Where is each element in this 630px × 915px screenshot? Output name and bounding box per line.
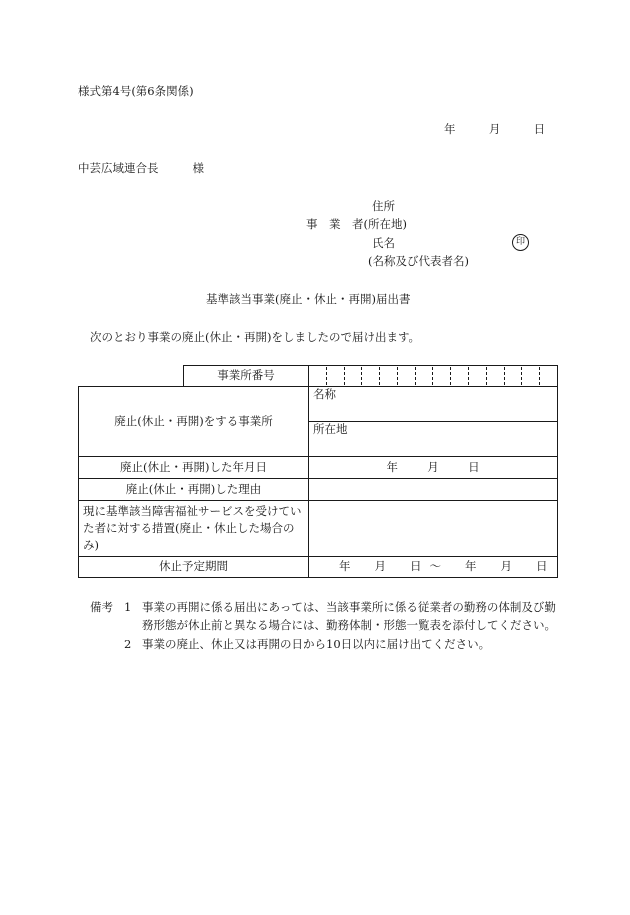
reason-label: 廃止(休止・再開)した理由	[79, 479, 309, 501]
addressee-name: 中芸広域連合長	[78, 161, 159, 175]
day-unit: 日	[536, 559, 548, 574]
tilde: ～	[429, 559, 441, 574]
year-unit: 年	[444, 122, 456, 136]
office-label: 廃止(休止・再開)をする事業所	[79, 387, 309, 457]
notification-table	[78, 365, 558, 578]
table-row	[79, 457, 558, 479]
notes-heading: 備考	[90, 600, 113, 614]
change-date-field[interactable]	[309, 457, 558, 479]
year-unit: 年	[465, 559, 477, 574]
note-item	[90, 598, 560, 635]
measures-field[interactable]	[309, 501, 558, 557]
seal-mark: 印	[512, 234, 529, 251]
measures-label: 現に基準該当障害福祉サービスを受けていた者に対する措置(廃止・休止した場合のみ)	[79, 501, 309, 557]
blank-cell	[79, 366, 184, 387]
reason-field[interactable]	[309, 479, 558, 501]
office-location-label: 所在地	[313, 422, 348, 436]
table-row	[79, 557, 558, 578]
month-unit: 月	[500, 559, 512, 574]
notes-section	[90, 598, 560, 653]
period-label: 休止予定期間	[79, 557, 309, 578]
month-unit: 月	[374, 559, 386, 574]
table-row	[79, 479, 558, 501]
addressee	[78, 161, 204, 177]
day-unit: 日	[533, 122, 546, 136]
form-number: 様式第4号(第6条関係)	[78, 84, 194, 98]
month-unit: 月	[427, 459, 439, 474]
date-label: 廃止(休止・再開)した年月日	[79, 457, 309, 479]
note-text: 事業の廃止、休止又は再開の日から10日以内に届け出てください。	[142, 636, 491, 651]
submission-date	[444, 122, 545, 138]
note-text: 事業の再開に係る届出にあっては、当該事業所に係る従業者の勤務の体制及び勤務形態が休止前と異なる場合には、勤務体制・形態一覧表を添付してください。	[142, 600, 556, 633]
intro-text: 次のとおり事業の廃止(休止・再開)をしましたので届け出ます。	[90, 330, 421, 344]
operator-label: 事 業 者(所在地)	[306, 217, 407, 231]
day-unit: 日	[468, 459, 480, 474]
office-name-label: 名称	[313, 387, 336, 401]
office-number-label: 事業所番号	[184, 366, 309, 387]
office-number-cells	[309, 367, 557, 385]
year-unit: 年	[386, 459, 398, 474]
note-item	[90, 635, 560, 653]
table-row	[79, 501, 558, 557]
table-row	[79, 387, 558, 422]
table-row	[79, 366, 558, 387]
year-unit: 年	[339, 559, 351, 574]
document-title: 基準該当事業(廃止・休止・再開)届出書	[206, 292, 411, 306]
office-name-field[interactable]	[309, 387, 558, 422]
suspension-period-field[interactable]	[309, 557, 558, 578]
note-number: 1	[124, 600, 132, 614]
name-note: (名称及び代表者名)	[368, 254, 469, 268]
address-label: 住所	[372, 199, 395, 213]
office-number-input[interactable]	[309, 366, 558, 387]
addressee-suffix: 様	[192, 161, 204, 175]
month-unit: 月	[488, 122, 501, 136]
office-location-field[interactable]	[309, 422, 558, 457]
note-number: 2	[124, 636, 132, 651]
day-unit: 日	[410, 559, 422, 574]
name-label: 氏名	[372, 236, 395, 250]
